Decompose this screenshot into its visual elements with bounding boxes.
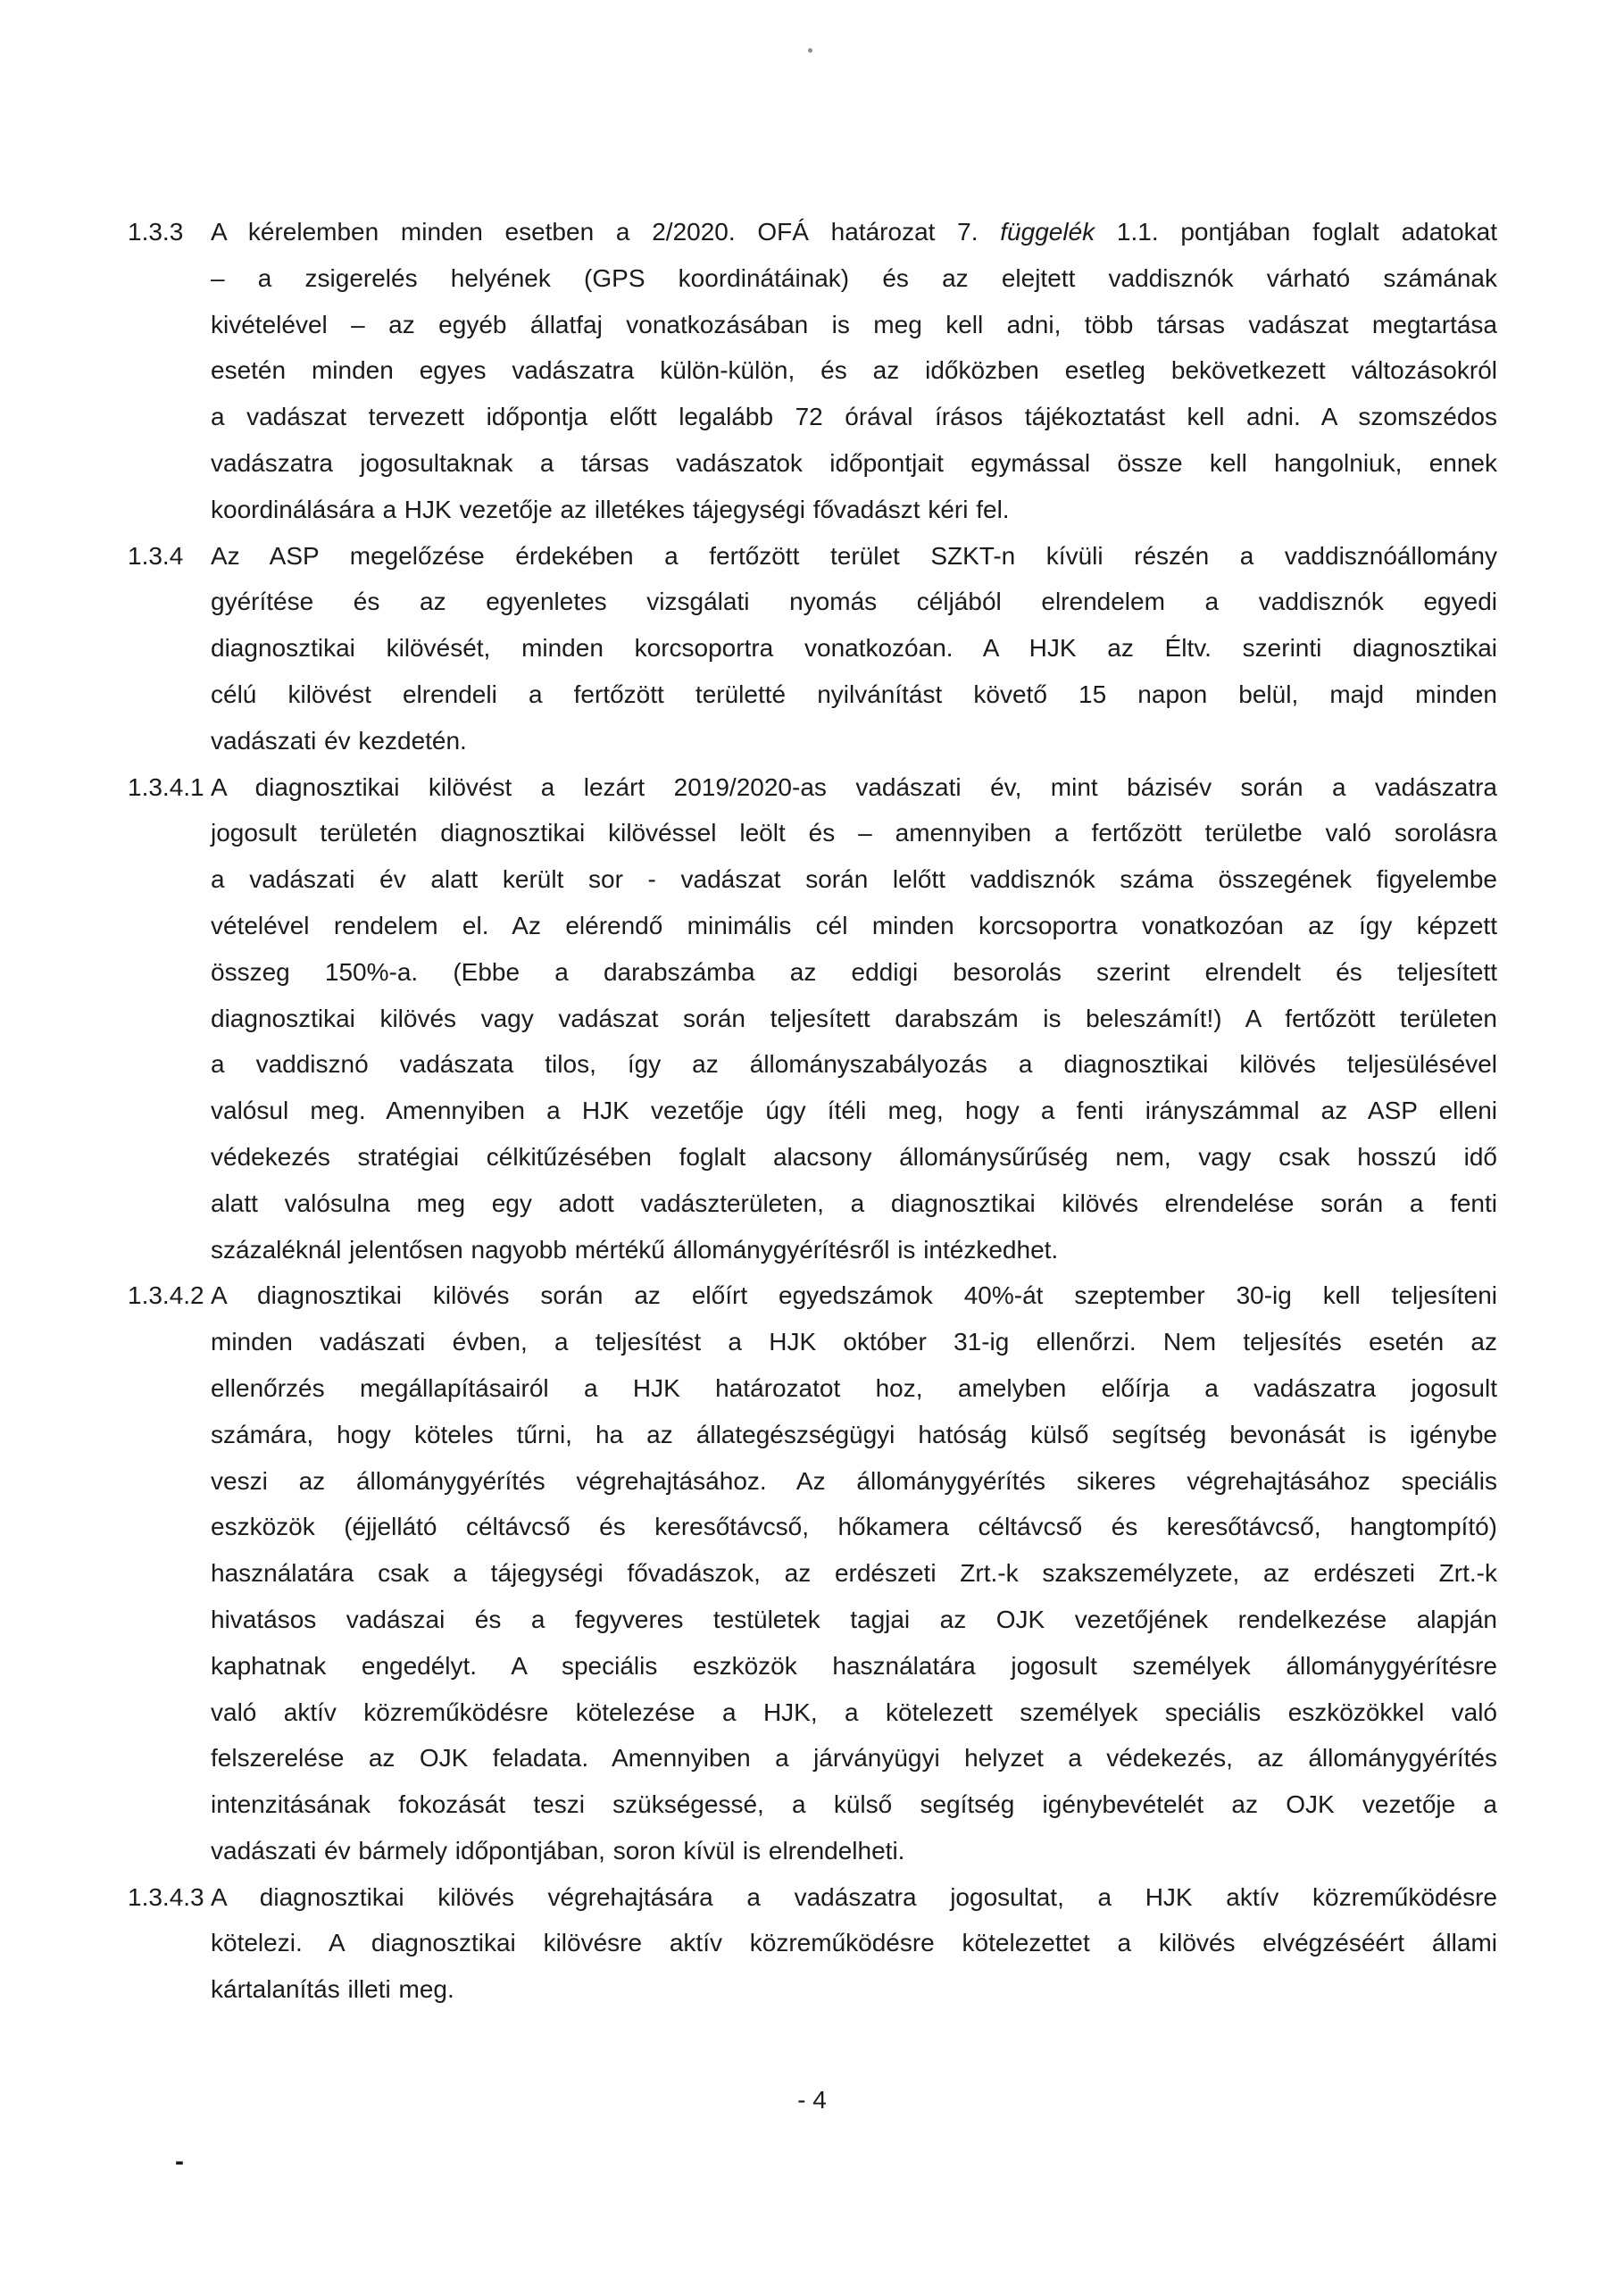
text-line: használatára csak a tájegységi fővadászok, az erdészeti Zrt.-k szakszemélyzete, az erdészeti Zrt.-k [211, 1559, 1497, 1588]
text-line: vételével rendelem el. Az elérendő minimális cél minden korcsoportra vonatkozóan az így képzett [211, 911, 1497, 939]
text-line: kaphatnak engedélyt. A speciális eszközök használatára jogosult személyek állománygyérítésre [211, 1651, 1497, 1680]
text-line: A diagnosztikai kilövés végrehajtására a vadászatra jogosultat, a HJK aktív közreműködésre [211, 1882, 1497, 1911]
text-line: jogosult területén diagnosztikai kilövéssel leölt és – amennyiben a fertőzött területbe való sorolásra [211, 819, 1497, 847]
text-line: kivételével – az egyéb állatfaj vonatkozásában is meg kell adni, több társas vadászat megtartása [211, 310, 1497, 338]
section-number: 1.3.4.1 [128, 772, 204, 801]
section-1.3.4.3 [128, 1874, 1497, 2013]
text-line: célú kilövést elrendeli a fertőzött területté nyilvánítást követő 15 napon belül, majd minden [211, 680, 1497, 708]
text-line: koordinálására a HJK vezetője az illetékes tájegységi fővadászt kéri fel. [211, 495, 1010, 523]
text-line: számára, hogy köteles tűrni, ha az állategészségügyi hatóság külső segítség bevonását is igénybe [211, 1420, 1497, 1448]
text-line: minden vadászati évben, a teljesítést a HJK október 31-ig ellenőrzi. Nem teljesítés esetén az [211, 1328, 1497, 1356]
italic-text-segment: függelék [1000, 218, 1095, 246]
text-line: kötelezi. A diagnosztikai kilövésre aktív közreműködésre kötelezettet a kilövés elvégzéséért állami [211, 1929, 1497, 1957]
text-line: esetén minden egyes vadászatra külön-külön, és az időközben esetleg bekövetkezett változásokról [211, 356, 1497, 385]
text-line: A diagnosztikai kilövést a lezárt 2019/2020-as vadászati év, mint bázisév során a vadászatra [211, 772, 1497, 801]
text-line: gyérítése és az egyenletes vizsgálati nyomás céljából elrendelem a vaddisznók egyedi [211, 588, 1497, 616]
text-line: védekezés stratégiai célkitűzésében foglalt alacsony állománysűrűség nem, vagy csak hosszú idő [211, 1142, 1497, 1171]
text-line: A diagnosztikai kilövés során az előírt egyedszámok 40%-át szeptember 30-ig kell teljesíteni [211, 1281, 1497, 1310]
section-1.3.4.2 [128, 1272, 1497, 1873]
text-line: összeg 150%-a. (Ebbe a darabszámba az eddigi besorolás szerint elrendelt és teljesített [211, 957, 1497, 986]
text-line: vadászati év kezdetén. [211, 726, 467, 755]
text-line: veszi az állománygyérítés végrehajtásához. Az állománygyérítés sikeres végrehajtásához speciális [211, 1466, 1497, 1495]
section-text [211, 209, 1497, 533]
section-number: 1.3.4.2 [128, 1281, 204, 1310]
text-line: vadászati év bármely időpontjában, soron kívül is elrendelheti. [211, 1836, 905, 1865]
section-1.3.4.1 [128, 764, 1497, 1273]
text-line: Az ASP megelőzése érdekében a fertőzött terület SZKT-n kívüli részén a vaddisznóállomány [211, 541, 1497, 570]
section-text [211, 1874, 1497, 2013]
text-line: valósul meg. Amennyiben a HJK vezetője úgy ítéli meg, hogy a fenti irányszámmal az ASP elleni [211, 1097, 1497, 1125]
section-1.3.4 [128, 533, 1497, 764]
section-number: 1.3.4 [128, 541, 184, 570]
text-line: felszerelése az OJK feladata. Amennyiben a járványügyi helyzet a védekezés, az állománygyérítés [211, 1744, 1497, 1773]
text-line: hivatásos vadászai és a fegyveres testületek tagjai az OJK vezetőjének rendelkezése alapján [211, 1605, 1497, 1633]
text-line [211, 209, 1497, 255]
section-text [211, 533, 1497, 764]
text-line: ellenőrzés megállapításairól a HJK határozatot hoz, amelyben előírja a vadászatra jogosult [211, 1373, 1497, 1402]
text-line: való aktív közreműködésre kötelezése a HJK, a kötelezett személyek speciális eszközökkel való [211, 1698, 1497, 1726]
section-1.3.3 [128, 209, 1497, 533]
document-body [128, 209, 1497, 2013]
text-line: intenzitásának fokozását teszi szükségessé, a külső segítség igénybevételét az OJK vezetője a [211, 1790, 1497, 1819]
section-number: 1.3.3 [128, 218, 184, 246]
text-line: vadászatra jogosultaknak a társas vadászatok időpontjait egymással össze kell hangolniuk, ennek [211, 448, 1497, 477]
text-line: alatt valósulna meg egy adott vadászterületen, a diagnosztikai kilövés elrendelése során a fenti [211, 1189, 1497, 1217]
text-segment: A kérelemben minden esetben a 2/2020. OFÁ határozat 7. [211, 218, 1001, 246]
text-line: eszközök (éjjellátó céltávcső és keresőtávcső, hőkamera céltávcső és keresőtávcső, hangtompító) [211, 1513, 1497, 1541]
section-number: 1.3.4.3 [128, 1882, 204, 1911]
text-line: diagnosztikai kilövés vagy vadászat során teljesített darabszám is beleszámít!) A fertőzött területen [211, 1004, 1497, 1032]
page-number: - 4 [797, 2086, 827, 2114]
text-segment: 1.1. pontjában foglalt adatokat [1095, 218, 1497, 246]
text-line: – a zsigerelés helyének (GPS koordinátáinak) és az elejtett vaddisznók várható számának [211, 263, 1497, 292]
text-line: a vadászati év alatt került sor - vadászat során lelőtt vaddisznók száma összegének figyelembe [211, 865, 1497, 894]
text-line: százaléknál jelentősen nagyobb mértékű állománygyérítésről is intézkedhet. [211, 1235, 1059, 1264]
text-line: diagnosztikai kilövését, minden korcsoportra vonatkozóan. A HJK az Éltv. szerinti diagnosztikai [211, 634, 1497, 663]
section-text [211, 764, 1497, 1273]
text-line: kártalanítás illeti meg. [211, 1975, 454, 2004]
text-line: a vadászat tervezett időpontja előtt legalább 72 órával írásos tájékoztatást kell adni. A szomszédos [211, 403, 1497, 431]
stray-dash-artifact: - [175, 2147, 184, 2176]
scan-speck-artifact [808, 48, 812, 53]
section-text [211, 1272, 1497, 1873]
text-line: a vaddisznó vadászata tilos, így az állományszabályozás a diagnosztikai kilövés teljesülésével [211, 1050, 1497, 1079]
